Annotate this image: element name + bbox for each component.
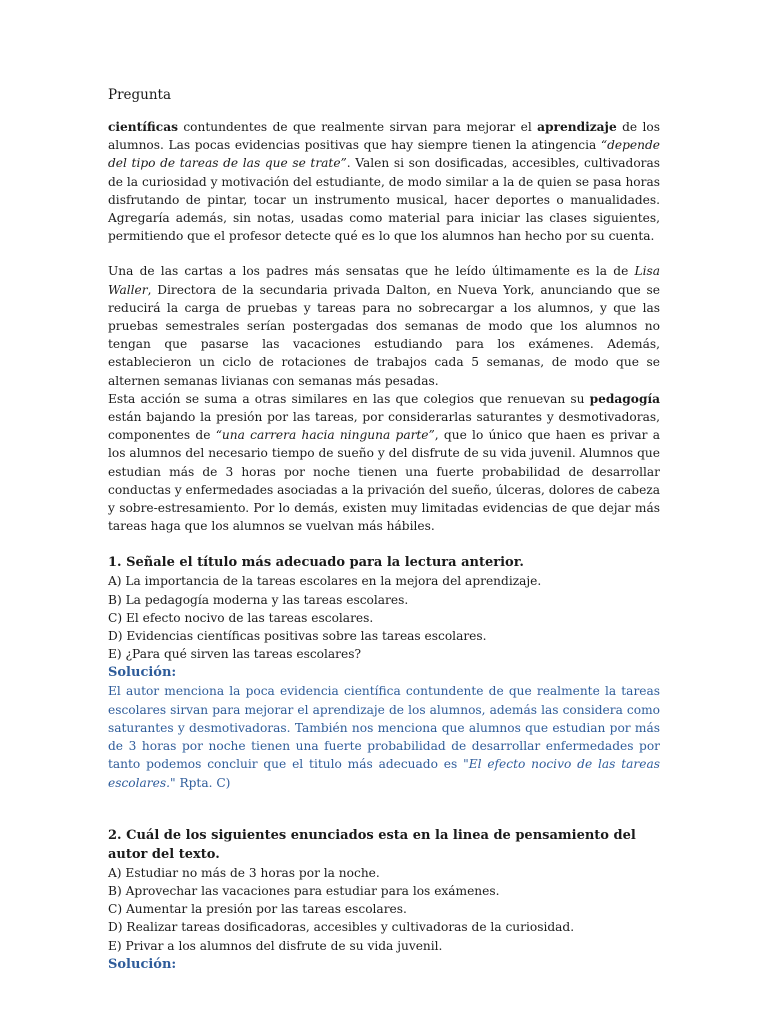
solution-label: Solución: xyxy=(108,956,177,972)
option-b: B) Aprovechar las vacaciones para estudiar para los exámenes. xyxy=(108,883,500,898)
solution-label: Solución: xyxy=(108,665,177,681)
italic-name: Lisa Waller xyxy=(108,264,660,297)
option-c: C) El efecto nocivo de las tareas escolares. xyxy=(108,610,374,625)
question-title: 2. Cuál de los siguientes enunciados esta en la linea de pensamiento del autor del texto. xyxy=(108,827,636,862)
paragraph-1: científicas contundentes de que realmente sirvan para mejorar el aprendizaje de los alumnos. Las pocas evidencias positivas que hay siempre tienen la atingencia “depende del tipo de tareas de las que se trate”. Valen si son dosificadas, accesibles, cultivadoras de la curiosidad y motivación del estudiante, de modo similar a la de quien se pasa horas disfrutando de pintar, tocar un instrumento musical, hacer deportes o manualidades. Agregaría además, sin notas, usadas como material para iniciar las clases siguientes, permitiendo que el profesor detecte qué es lo que los alumnos han hecho por su cuenta. xyxy=(108,120,661,244)
solution-text: El autor menciona la poca evidencia científica contundente de que realmente la tareas escolares sirvan para mejorar el aprendizaje de los alumnos, además las considera como saturantes y desmotivadoras. También nos menciona que alumnos que estudian por más de 3 horas por noche tienen una fuerte probabilidad de desarrollar enfermedades por tanto podemos concluir que el titulo más adecuado es "El efecto nocivo de las tareas escolares." Rpta. C) xyxy=(108,684,660,790)
italic-quote: “depende del tipo de tareas de las que se trate” xyxy=(108,138,660,171)
option-e: E) ¿Para qué sirven las tareas escolares? xyxy=(108,647,361,662)
bold-term-aprendizaje: aprendizaje xyxy=(537,120,617,134)
question-1 xyxy=(108,553,660,791)
question-2 xyxy=(108,826,660,974)
option-e: E) Privar a los alumnos del disfrute de su vida juvenil. xyxy=(108,938,443,953)
option-d: D) Realizar tareas dosificadoras, accesibles y cultivadoras de la curiosidad. xyxy=(108,920,575,935)
paragraph-3: Esta acción se suma a otras similares en las que colegios que renuevan su pedagogía están bajando la presión por las tareas, por considerarlas saturantes y desmotivadoras, componentes de “una carrera hacia ninguna parte”, que lo único que haen es privar a los alumnos del necesario tiempo de sueño y del disfrute de su vida juvenil. Alumnos que estudian más de 3 horas por noche tienen una fuerte probabilidad de desarrollar conductas y enfermedades asociadas a la privación del sueño, úlceras, dolores de cabeza y sobre-estresamiento. Por lo demás, existen muy limitadas evidencias de que dejar más tareas haga que los alumnos se vuelvan más hábiles. xyxy=(108,391,660,534)
option-a: A) La importancia de la tareas escolares en la mejora del aprendizaje. xyxy=(108,574,542,589)
document-heading: Pregunta xyxy=(108,87,172,103)
italic-quote: “una carrera hacia ninguna parte” xyxy=(215,428,435,443)
paragraph-2: Una de las cartas a los padres más sensatas que he leído últimamente es la de Lisa Waller, Directora de la secundaria privada Dalton, en Nueva York, anunciando que se reducirá la carga de pruebas y tareas para no sobrecargar a los alumnos, y que las pruebas semestrales serían postergadas dos semanas de modo que los alumnos no tengan que pasarse las vacaciones estudiando para los exámenes. Además, establecieron un ciclo de rotaciones de trabajos cada 5 semanas, de modo que se alternen semanas livianas con semanas más pesadas. xyxy=(108,264,660,388)
bold-term-pedagogia: pedagogía xyxy=(589,391,660,406)
option-d: D) Evidencias científicas positivas sobre las tareas escolares. xyxy=(108,629,487,644)
option-b: B) La pedagogía moderna y las tareas escolares. xyxy=(108,592,409,607)
question-title: 1. Señale el título más adecuado para la lectura anterior. xyxy=(108,555,524,571)
option-c: C) Aumentar la presión por las tareas escolares. xyxy=(108,902,407,917)
italic-answer: "El efecto nocivo de las tareas escolares." xyxy=(108,757,660,790)
bold-term-cientificas: científicas xyxy=(108,120,178,134)
option-a: A) Estudiar no más de 3 horas por la noche. xyxy=(108,865,380,880)
